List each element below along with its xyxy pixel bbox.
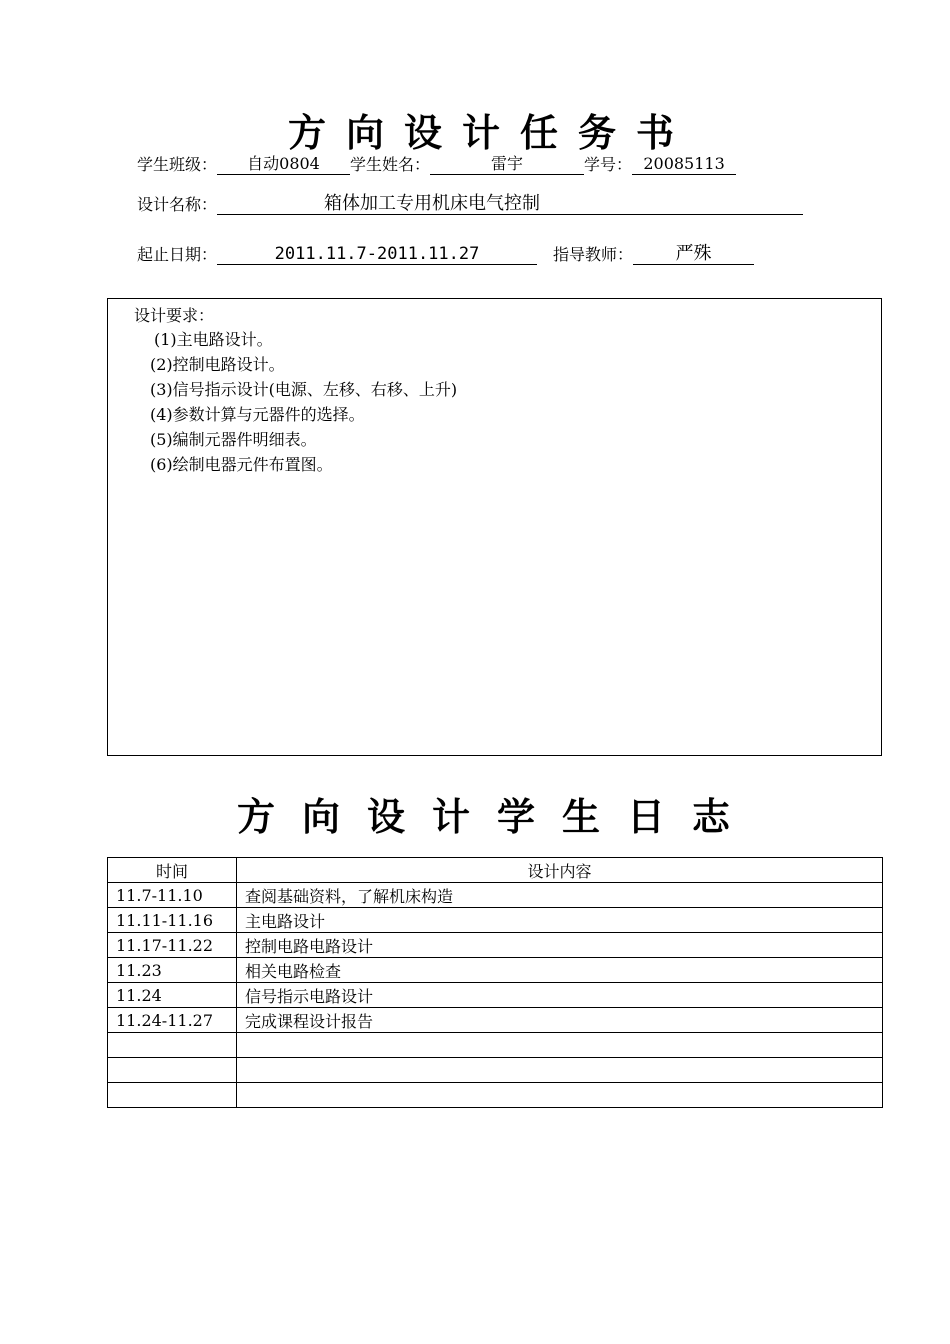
student-log-title: 方向设计学生日志 xyxy=(236,795,757,839)
requirements-list xyxy=(150,327,457,477)
requirement-item: (3)信号指示设计(电源、左移、右移、上升) xyxy=(150,380,458,399)
requirement-item: (6)绘制电器元件布置图。 xyxy=(150,455,333,474)
cell-time: 11.17-11.22 xyxy=(108,933,237,958)
requirement-item: (1)主电路设计。 xyxy=(154,330,273,349)
cell-time: 11.11-11.16 xyxy=(108,908,237,933)
table-header-row xyxy=(108,858,883,883)
cell-content: 信号指示电路设计 xyxy=(237,983,883,1008)
table-row xyxy=(108,1008,883,1033)
cell-time xyxy=(108,1033,237,1058)
table-row xyxy=(108,908,883,933)
name-value: 雷宇 xyxy=(430,154,584,175)
cell-time: 11.24-11.27 xyxy=(108,1008,237,1033)
requirement-item: (2)控制电路设计。 xyxy=(150,355,285,374)
cell-content: 查阅基础资料，了解机床构造 xyxy=(237,883,883,908)
date-teacher-row xyxy=(137,242,754,265)
cell-content xyxy=(237,1083,883,1108)
cell-content: 相关电路检查 xyxy=(237,958,883,983)
id-value: 20085113 xyxy=(632,154,736,175)
teacher-label: 指导教师： xyxy=(553,245,634,264)
cell-time xyxy=(108,1083,237,1108)
date-label: 起止日期： xyxy=(137,245,218,264)
column-header-time: 时间 xyxy=(108,858,237,883)
table-row xyxy=(108,958,883,983)
task-book-title: 方向设计任务书 xyxy=(287,111,694,155)
cell-time xyxy=(108,1058,237,1083)
cell-time: 11.7-11.10 xyxy=(108,883,237,908)
cell-content xyxy=(237,1033,883,1058)
name-label: 学生姓名： xyxy=(350,155,431,174)
table-row xyxy=(108,1083,883,1108)
table-row xyxy=(108,983,883,1008)
cell-content: 控制电路电路设计 xyxy=(237,933,883,958)
teacher-value: 严殊 xyxy=(633,244,754,265)
cell-time: 11.23 xyxy=(108,958,237,983)
requirement-item: (5)编制元器件明细表。 xyxy=(150,430,317,449)
class-value: 自动0804 xyxy=(217,154,350,175)
class-label: 学生班级： xyxy=(137,155,218,174)
table-row xyxy=(108,933,883,958)
cell-content: 完成课程设计报告 xyxy=(237,1008,883,1033)
cell-content: 主电路设计 xyxy=(237,908,883,933)
cell-time: 11.24 xyxy=(108,983,237,1008)
cell-content xyxy=(237,1058,883,1083)
table-row xyxy=(108,1058,883,1083)
design-name-row xyxy=(137,192,803,215)
design-name-value: 箱体加工专用机床电气控制 xyxy=(217,194,803,215)
requirements-box xyxy=(107,298,882,756)
column-header-content: 设计内容 xyxy=(237,858,883,883)
requirement-item: (4)参数计算与元器件的选择。 xyxy=(150,405,365,424)
student-log-table xyxy=(107,857,883,1108)
date-value: 2011.11.7-2011.11.27 xyxy=(217,244,537,265)
table-row xyxy=(108,1033,883,1058)
requirements-title: 设计要求： xyxy=(134,306,215,325)
id-label: 学号： xyxy=(584,155,633,174)
table-row xyxy=(108,883,883,908)
student-info-row xyxy=(137,152,736,175)
design-name-label: 设计名称： xyxy=(137,195,218,214)
